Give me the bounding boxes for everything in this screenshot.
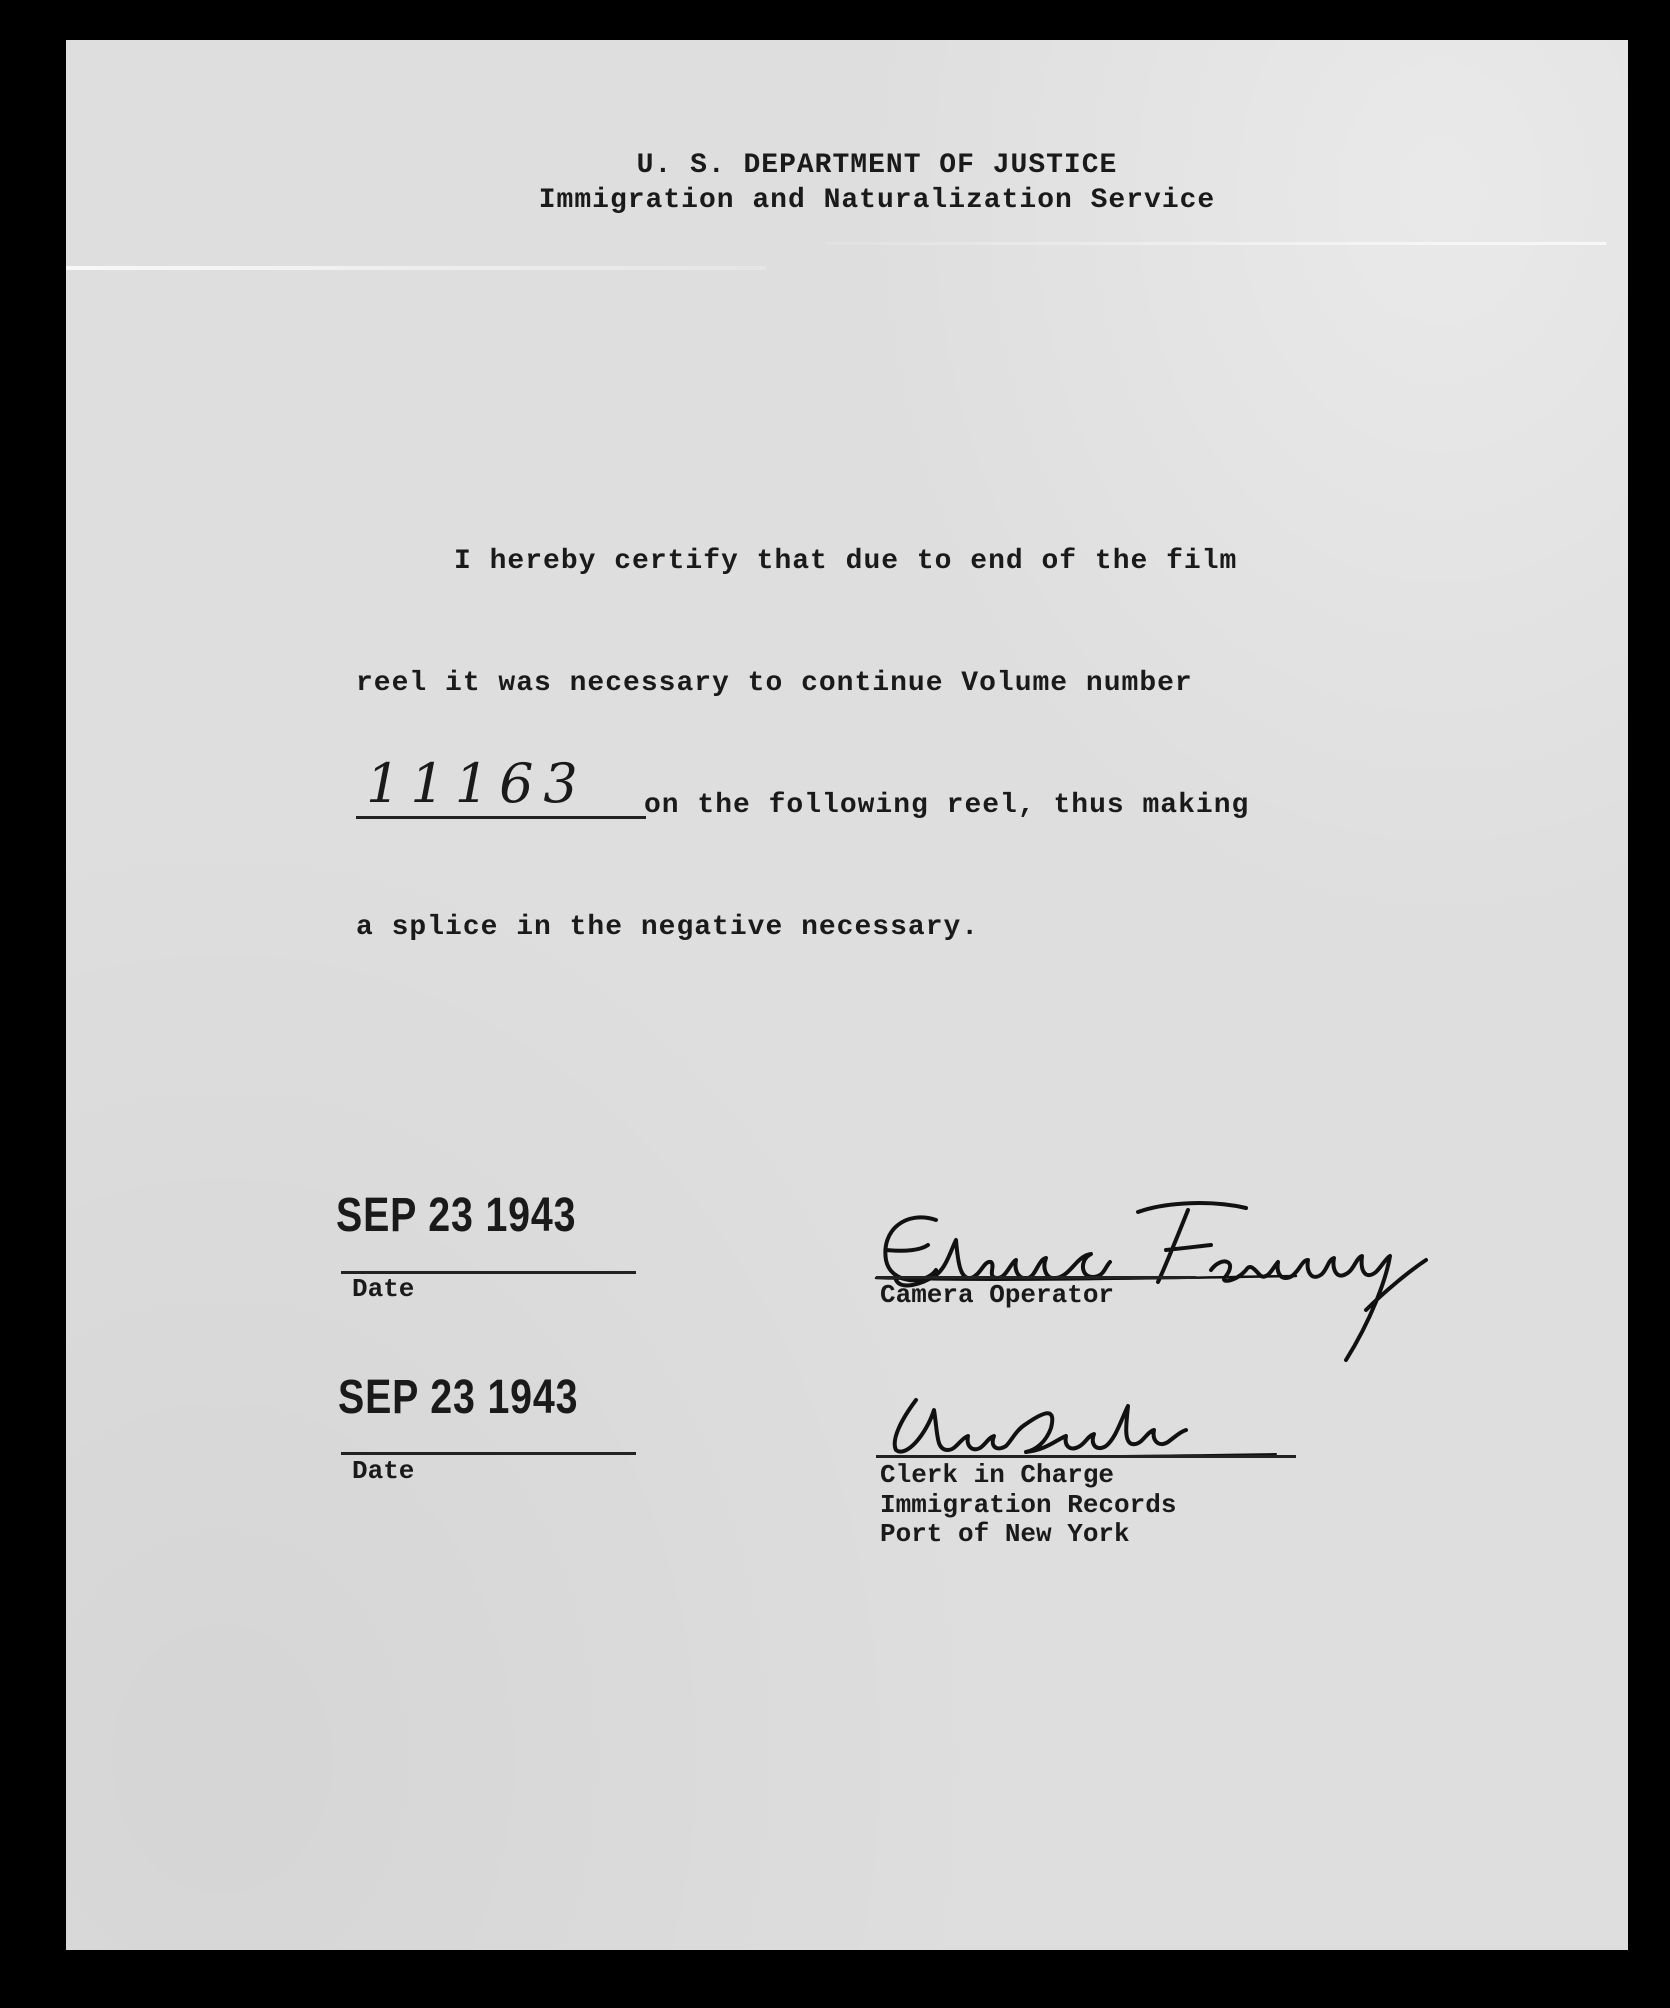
paper-fold-line bbox=[66, 266, 766, 270]
certification-line-4: a splice in the negative necessary. bbox=[356, 912, 980, 943]
service-heading: Immigration and Naturalization Service bbox=[538, 185, 1216, 216]
volume-number-handwritten: 11163 bbox=[366, 752, 588, 815]
clerk-title-line-3: Port of New York bbox=[880, 1519, 1130, 1549]
paper-fold-line bbox=[826, 242, 1606, 245]
certification-line-1: I hereby certify that due to end of the film bbox=[454, 546, 1238, 577]
document-page bbox=[66, 40, 1628, 1950]
certification-line-3: on the following reel, thus making bbox=[644, 790, 1250, 821]
camera-operator-label: Camera Operator bbox=[880, 1280, 1115, 1310]
certification-line-2: reel it was necessary to continue Volume number bbox=[356, 668, 1193, 699]
date-stamp-operator: SEP 23 1943 bbox=[336, 1189, 577, 1242]
camera-operator-signature-line bbox=[876, 1276, 1196, 1279]
clerk-signature-line bbox=[876, 1455, 1296, 1458]
date-label: Date bbox=[352, 1456, 415, 1486]
clerk-title-line-1: Clerk in Charge bbox=[880, 1460, 1115, 1490]
department-heading: U. S. DEPARTMENT OF JUSTICE bbox=[636, 150, 1118, 181]
date-stamp-clerk: SEP 23 1943 bbox=[338, 1371, 579, 1424]
clerk-title-line-2: Immigration Records bbox=[880, 1490, 1177, 1520]
date-underline bbox=[341, 1452, 636, 1455]
date-label: Date bbox=[352, 1274, 415, 1304]
volume-number-underline bbox=[356, 816, 646, 819]
